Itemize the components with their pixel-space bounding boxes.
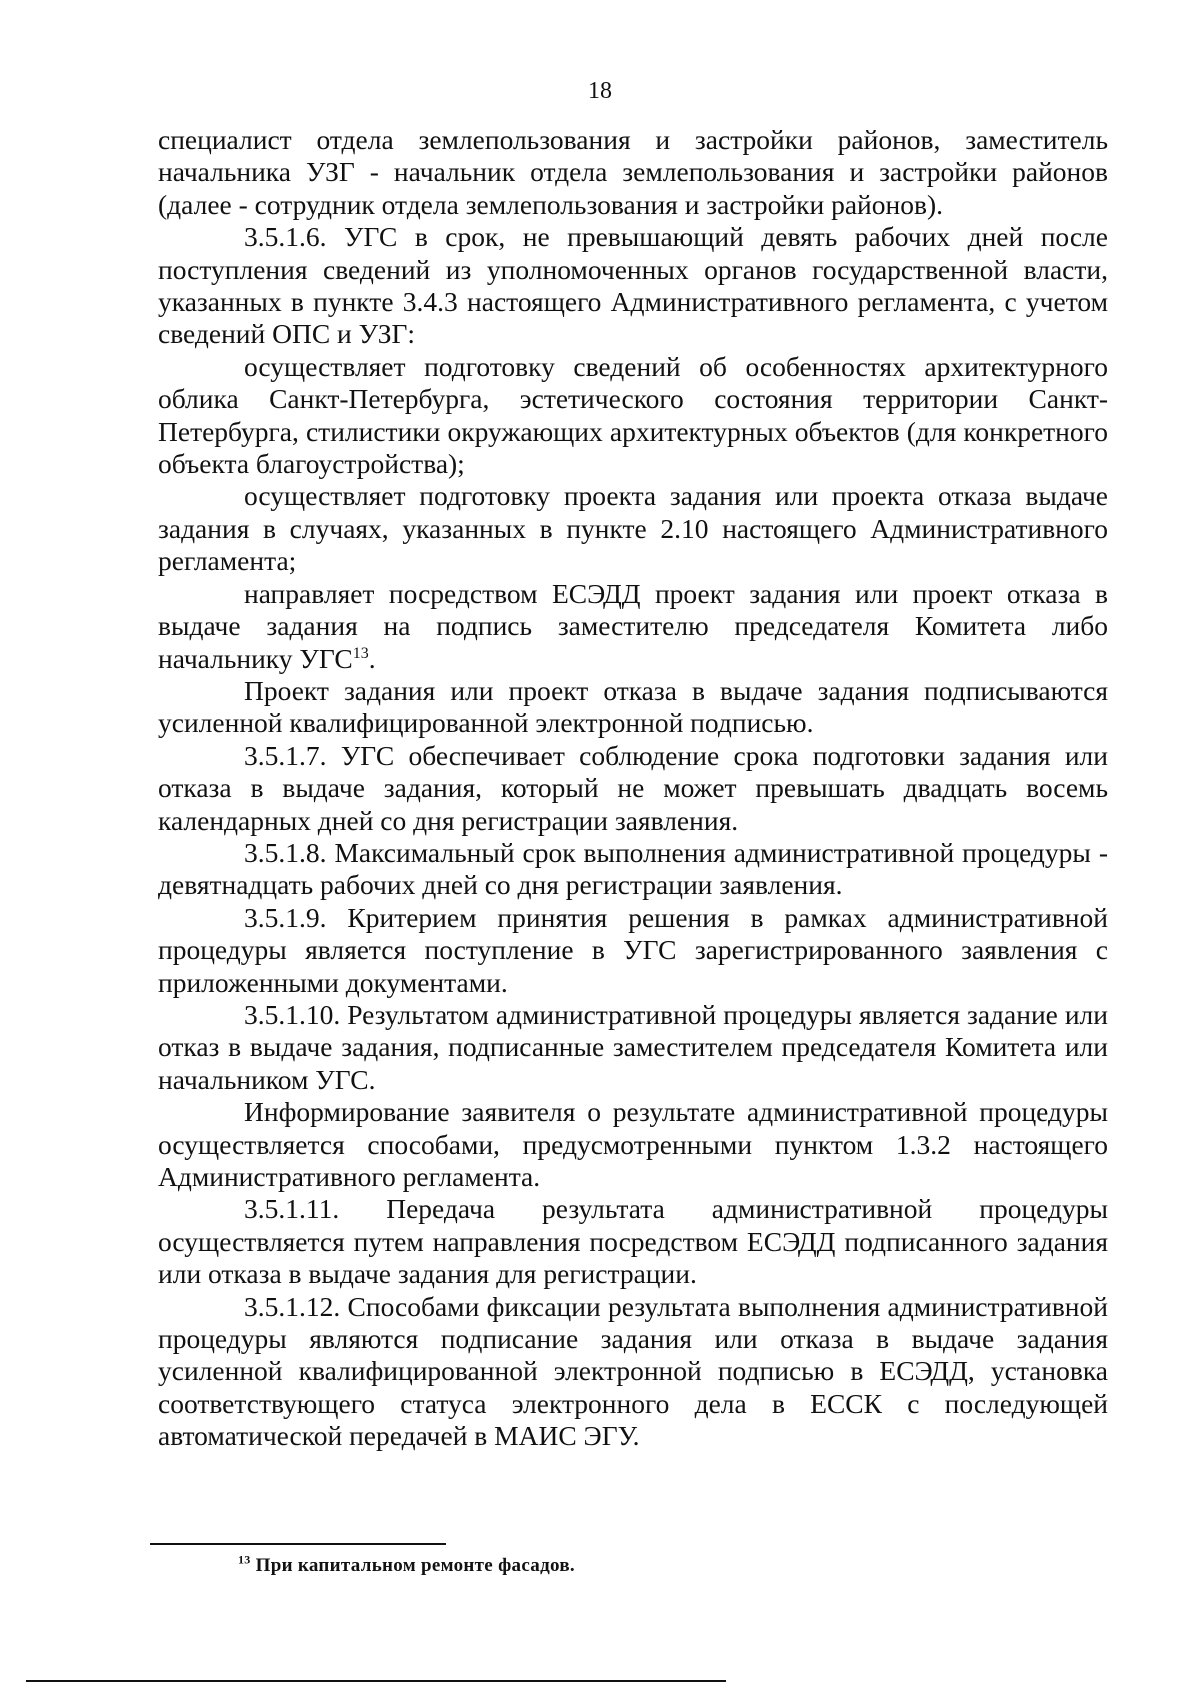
paragraph: специалист отдела землепользования и застройки районов, заместитель начальника УЗГ - начальник отдела землепользования и застройки районов (далее - сотрудник отдела землепользования и застройки районов). <box>158 124 1108 220</box>
paragraph: Информирование заявителя о результате административной процедуры осуществляется способами, предусмотренными пунктом 1.3.2 настоящего Административного регламента. <box>158 1096 1108 1192</box>
footnote <box>238 1552 575 1577</box>
paragraph: 3.5.1.7. УГС обеспечивает соблюдение срока подготовки задания или отказа в выдаче задания, который не может превышать двадцать восемь календарных дней со дня регистрации заявления. <box>158 739 1108 836</box>
paragraph-tail: . <box>368 642 376 674</box>
footnote-reference: 13 <box>352 644 369 662</box>
page-number: 18 <box>588 78 612 104</box>
paragraph: Проект задания или проект отказа в выдаче задания подписываются усиленной квалифицированной электронной подписью. <box>158 674 1108 739</box>
paragraph: осуществляет подготовку проекта задания или проекта отказа выдаче задания в случаях, указанных в пункте 2.10 настоящего Административного регламента; <box>158 480 1108 577</box>
paragraph: 3.5.1.11. Передача результата административной процедуры осуществляется путем направления посредством ЕСЭДД подписанного задания или отказа в выдаче задания для регистрации. <box>158 1193 1108 1290</box>
footnote-number: 13 <box>238 1552 251 1567</box>
paragraph-with-footnote <box>158 578 1108 675</box>
footnote-text: При капитальном ремонте фасадов. <box>255 1555 575 1576</box>
paragraph-text: направляет посредством ЕСЭДД проект задания или проект отказа в выдаче задания на подпись заместителю председателя Комитета либо начальнику УГС <box>158 577 1108 674</box>
paragraph: 3.5.1.8. Максимальный срок выполнения административной процедуры - девятнадцать рабочих дней со дня регистрации заявления. <box>158 836 1108 901</box>
bottom-edge-line <box>26 1680 726 1682</box>
paragraph: 3.5.1.10. Результатом административной процедуры является задание или отказ в выдаче задания, подписанные заместителем председателя Комитета или начальником УГС. <box>158 998 1108 1095</box>
paragraph: 3.5.1.9. Критерием принятия решения в рамках административной процедуры является поступление в УГС зарегистрированного заявления с приложенными документами. <box>158 901 1108 998</box>
document-body <box>158 124 1108 1453</box>
footnote-separator <box>150 1543 446 1545</box>
paragraph: 3.5.1.6. УГС в срок, не превышающий девять рабочих дней после поступления сведений из уполномоченных органов государственной власти, указанных в пункте 3.4.3 настоящего Административного регламента, с учетом сведений ОПС и УЗГ: <box>158 221 1108 350</box>
paragraph: 3.5.1.12. Способами фиксации результата выполнения административной процедуры являются подписание задания или отказа в выдаче задания усиленной квалифицированной электронной подписью в ЕСЭДД, установка соответствующего статуса электронного дела в ЕССК с последующей автоматической передачей в МАИС ЭГУ. <box>158 1290 1108 1452</box>
paragraph: осуществляет подготовку сведений об особенностях архитектурного облика Санкт-Петербурга, эстетического состояния территории Санкт-Петербурга, стилистики окружающих архитектурных объектов (для конкретного объекта благоустройства); <box>158 350 1108 480</box>
